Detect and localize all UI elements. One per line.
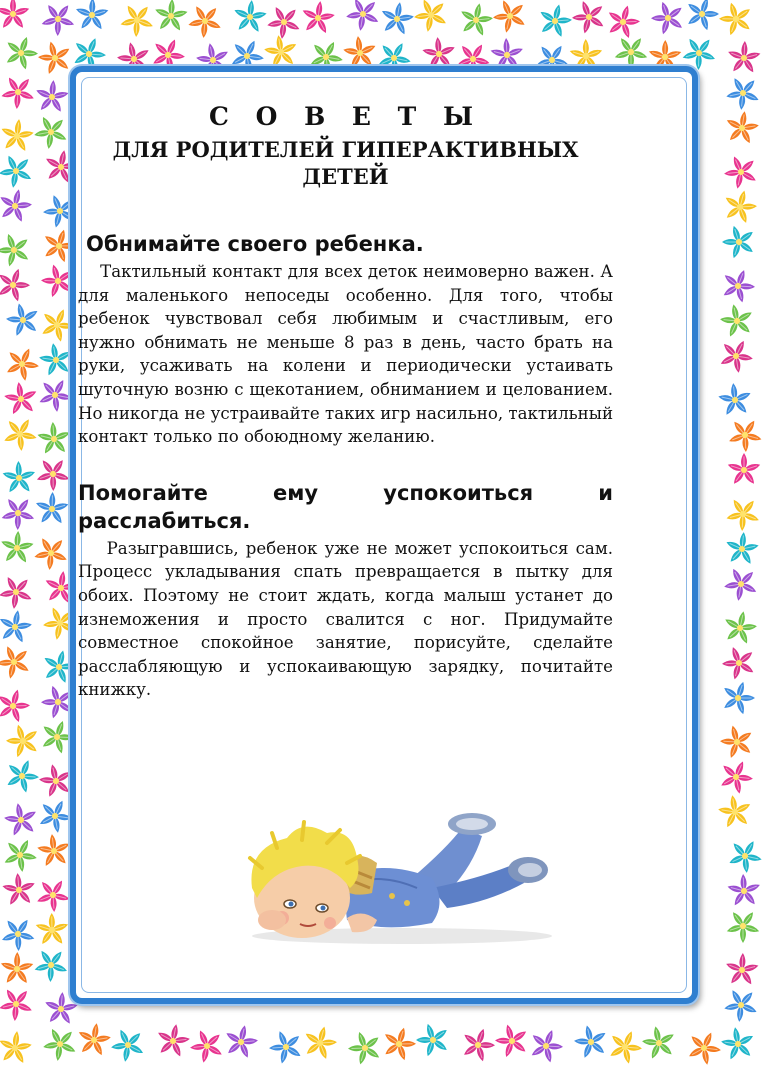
flower-icon (37, 1020, 84, 1067)
section-text-hug: Тактильный контакт для всех деток неимоверно важен. А для маленького непоседы особенно. Для того, чтобы ребенок чувствовал себя любимым и счастливым, его нужно обнимать не меньше 8 раз в день, часто брать на руки, усаживать на колени и периодически устаивать шуточную возню с щекотанием, обниманием и целованием. Но никогда не устраивайте таких игр насильно, тактильный контакт только по обоюдному желанию. (78, 262, 613, 447)
flower-icon (299, 1022, 340, 1062)
flower-icon (681, 0, 724, 34)
flower-icon (569, 1019, 615, 1065)
flower-icon (0, 68, 42, 115)
flower-icon (719, 186, 760, 226)
flower-icon (408, 0, 455, 38)
flower-icon (720, 902, 763, 948)
flower-icon (726, 40, 762, 74)
flower-icon (0, 868, 41, 912)
flower-icon (645, 0, 692, 41)
flower-icon (0, 797, 44, 843)
flower-icon (713, 789, 757, 834)
flower-icon (722, 833, 763, 878)
flower-icon (0, 117, 36, 153)
flower-icon (0, 910, 42, 956)
flower-icon (716, 1021, 761, 1066)
flower-icon (0, 0, 30, 30)
flower-icon (0, 530, 35, 565)
flower-icon (263, 1023, 310, 1068)
flower-icon (0, 607, 35, 645)
flower-icon (724, 952, 760, 986)
section-text-calm: Разыгравшись, ребенок уже не может успокоиться сам. Процесс укладывания спать превращается в пытку для обоих. Поэтому не стоит ждать, когда малыш устанет до изнеможения и просто свалится с ног. Придумайте совместное спокойное занятие, порисуйте, сделайте расслабляющую и успокаивающую зарядку, почитайте книжку. (78, 538, 613, 700)
flower-icon (0, 489, 42, 536)
flower-icon (0, 376, 44, 421)
flower-icon (114, 0, 161, 43)
flower-icon (717, 677, 760, 718)
flower-icon (0, 1029, 34, 1065)
flower-icon (722, 411, 763, 457)
flower-icon (377, 0, 416, 37)
lying-boy-illustration (232, 808, 562, 948)
flower-icon (720, 69, 763, 116)
flower-icon (0, 31, 43, 73)
flower-icon (28, 529, 75, 576)
flower-icon (184, 1022, 231, 1068)
flower-icon (28, 108, 75, 155)
flower-icon (231, 0, 268, 34)
flower-icon (153, 0, 189, 33)
flower-icon (153, 1021, 193, 1059)
flower-icon (715, 718, 761, 764)
flower-icon (727, 453, 761, 486)
flower-icon (35, 0, 82, 42)
flower-icon (0, 263, 35, 305)
flower-icon (299, 0, 337, 36)
flower-icon (0, 411, 43, 456)
flower-icon (410, 1016, 456, 1063)
flower-icon (182, 0, 229, 44)
flower-icon (457, 1023, 500, 1065)
title-main: С О В Е Т Ы (208, 102, 483, 131)
flower-icon (0, 147, 40, 194)
flower-icon (723, 869, 763, 913)
flower-icon (0, 685, 34, 726)
flower-icon (340, 0, 387, 37)
flower-icon (32, 908, 74, 951)
flower-icon (716, 264, 760, 307)
flower-icon (718, 148, 763, 195)
flower-icon (718, 560, 763, 607)
section-heading-calm-line2: расслабиться. (78, 508, 251, 533)
flower-icon (0, 226, 38, 273)
flower-icon (637, 1020, 682, 1066)
flower-icon (682, 1025, 727, 1068)
flower-icon (603, 1025, 647, 1068)
flower-icon (714, 755, 758, 799)
flower-icon (0, 832, 43, 877)
flower-icon (105, 1021, 152, 1068)
flower-icon (0, 638, 38, 685)
title-subtitle-line2: ДЕТЕЙ (302, 164, 389, 189)
flower-icon (0, 341, 45, 385)
content-area (78, 80, 613, 702)
flower-icon (0, 952, 34, 985)
flower-icon (342, 1024, 389, 1068)
flower-icon (75, 1021, 114, 1058)
section-heading-calm-line1: Помогайте ему успокоиться и (78, 480, 613, 505)
flower-icon (221, 1022, 262, 1061)
flower-icon (535, 0, 576, 40)
flower-icon (714, 333, 759, 377)
flower-icon (720, 490, 763, 537)
flower-icon (0, 980, 40, 1027)
flower-icon (261, 0, 308, 45)
flower-icon (718, 981, 763, 1028)
flower-icon (28, 941, 75, 988)
flower-icon (456, 0, 496, 39)
flower-icon (490, 1017, 536, 1064)
flower-icon (34, 79, 71, 114)
flower-icon (720, 608, 760, 647)
flower-icon (716, 639, 763, 686)
flower-icon (34, 491, 69, 525)
flower-icon (0, 754, 44, 797)
flower-icon (0, 186, 35, 225)
title-subtitle-line1: ДЛЯ РОДИТЕЛЕЙ ГИПЕРАКТИВНЫХ (112, 137, 579, 162)
flower-icon (487, 0, 534, 39)
flower-icon (714, 0, 760, 42)
flower-icon (378, 1023, 420, 1064)
flower-icon (1, 717, 47, 764)
flower-icon (0, 456, 41, 499)
section-heading-hug: Обнимайте своего ребенка. (86, 232, 424, 256)
flower-icon (723, 109, 762, 146)
flower-icon (566, 0, 613, 40)
flower-icon (602, 1, 644, 42)
flower-icon (1, 297, 47, 343)
flower-icon (715, 298, 760, 344)
flower-icon (714, 377, 758, 421)
flower-icon (723, 530, 760, 566)
flower-icon (524, 1024, 568, 1067)
flower-icon (716, 218, 762, 265)
flower-icon (0, 568, 40, 615)
flower-icon (74, 0, 109, 31)
